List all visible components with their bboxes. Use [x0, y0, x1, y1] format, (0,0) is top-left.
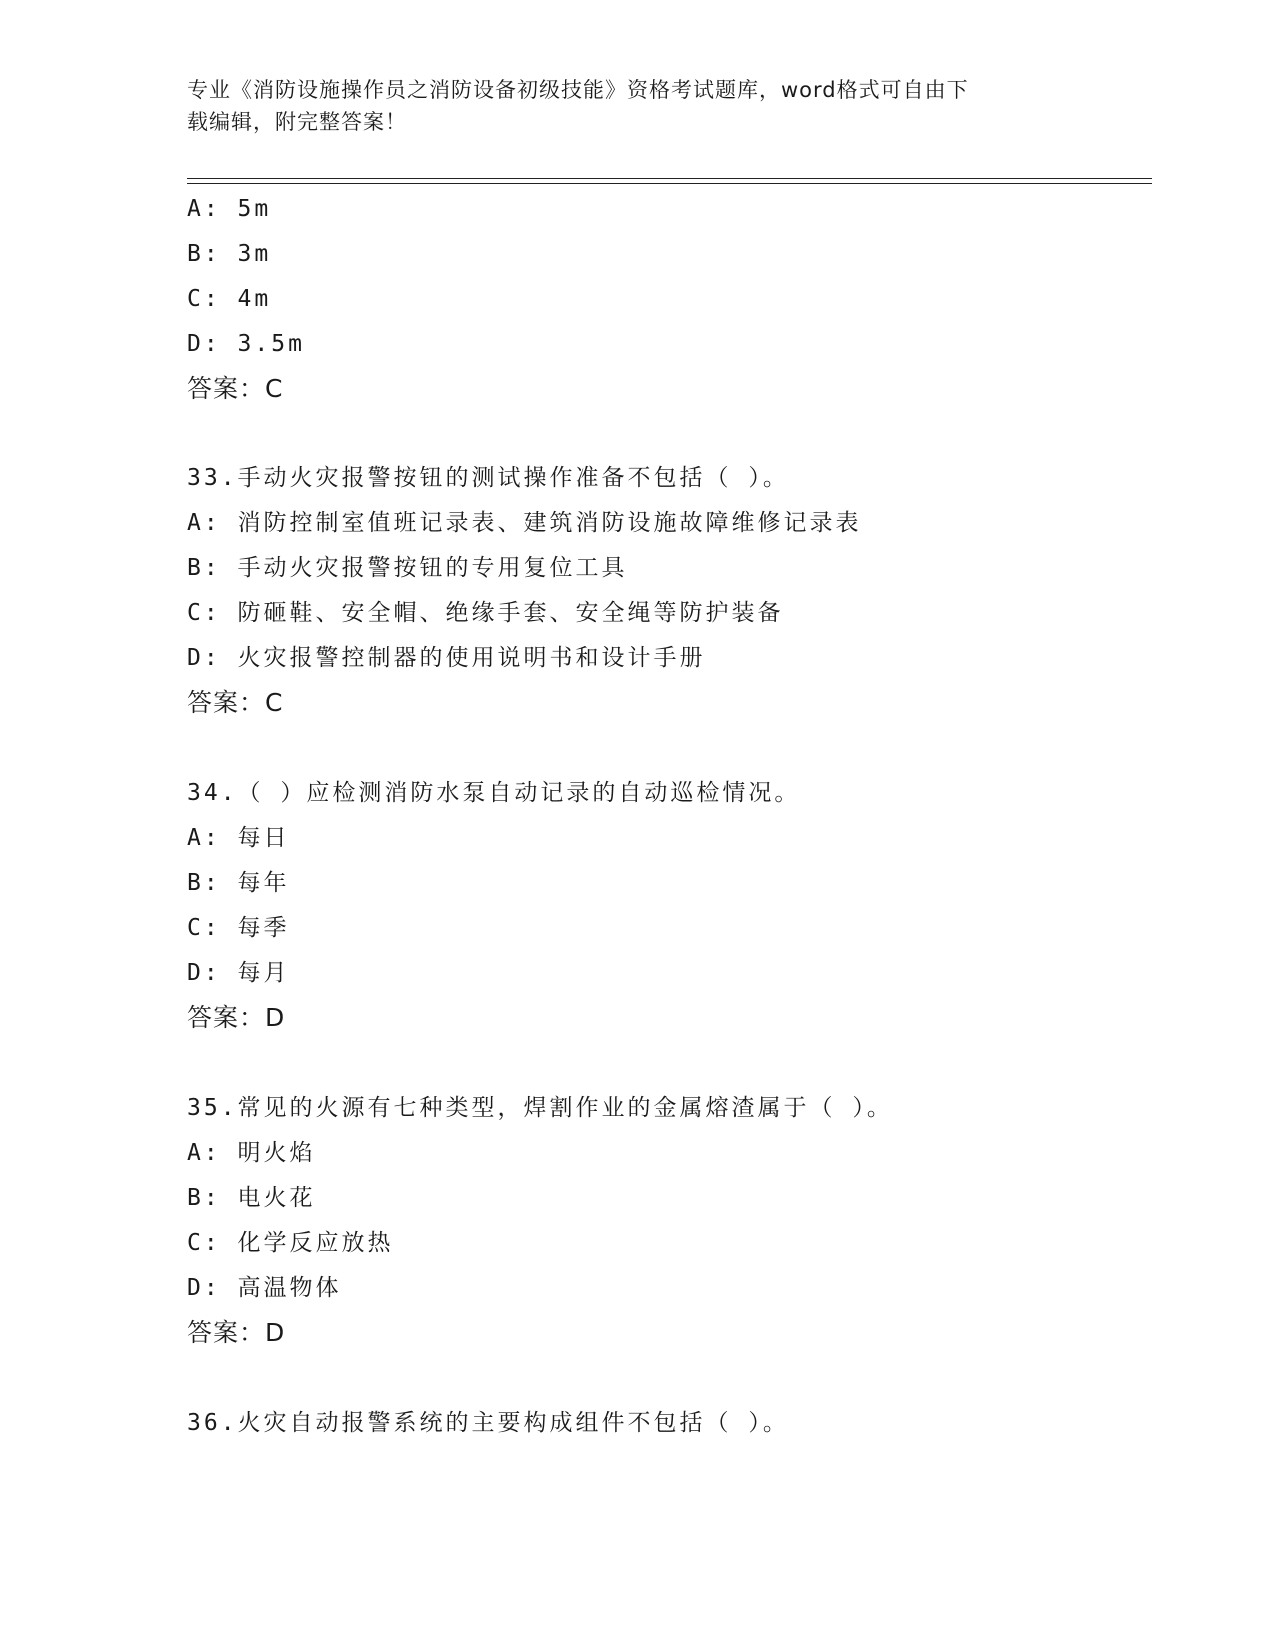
q35-answer: 答案：D [187, 1318, 286, 1347]
q32-option-a: A: 5m [187, 196, 272, 222]
q34-answer: 答案：D [187, 1003, 286, 1032]
header-divider-bottom [187, 183, 1152, 184]
q33-option-c: C: 防砸鞋、安全帽、绝缘手套、安全绳等防护装备 [187, 600, 784, 626]
header-line-2: 载编辑，附完整答案！ [187, 110, 407, 134]
q34-option-b: B: 每年 [187, 870, 290, 896]
q34-question: 34.（ ）应检测消防水泵自动记录的自动巡检情况。 [187, 780, 801, 806]
document-header [187, 74, 1067, 138]
header-divider-top [187, 178, 1152, 179]
q36-question: 36.火灾自动报警系统的主要构成组件不包括（ ）。 [187, 1410, 789, 1436]
q32-option-d: D: 3.5m [187, 331, 305, 357]
q35-question: 35.常见的火源有七种类型，焊割作业的金属熔渣属于（ ）。 [187, 1095, 893, 1121]
q35-option-a: A: 明火焰 [187, 1140, 316, 1166]
header-line-1: 专业《消防设施操作员之消防设备初级技能》资格考试题库，word格式可自由下 [187, 78, 969, 102]
q33-option-d: D: 火灾报警控制器的使用说明书和设计手册 [187, 645, 706, 671]
q33-option-a: A: 消防控制室值班记录表、建筑消防设施故障维修记录表 [187, 510, 862, 536]
q35-option-d: D: 高温物体 [187, 1275, 342, 1301]
q33-answer: 答案：C [187, 688, 284, 717]
q34-option-c: C: 每季 [187, 915, 290, 941]
q33-question: 33.手动火灾报警按钮的测试操作准备不包括（ ）。 [187, 465, 789, 491]
q32-option-b: B: 3m [187, 241, 272, 267]
q32-option-c: C: 4m [187, 286, 272, 312]
q35-option-c: C: 化学反应放热 [187, 1230, 394, 1256]
q33-option-b: B: 手动火灾报警按钮的专用复位工具 [187, 555, 628, 581]
q32-answer: 答案：C [187, 374, 284, 403]
q34-option-a: A: 每日 [187, 825, 290, 851]
q34-option-d: D: 每月 [187, 960, 290, 986]
q35-option-b: B: 电火花 [187, 1185, 316, 1211]
